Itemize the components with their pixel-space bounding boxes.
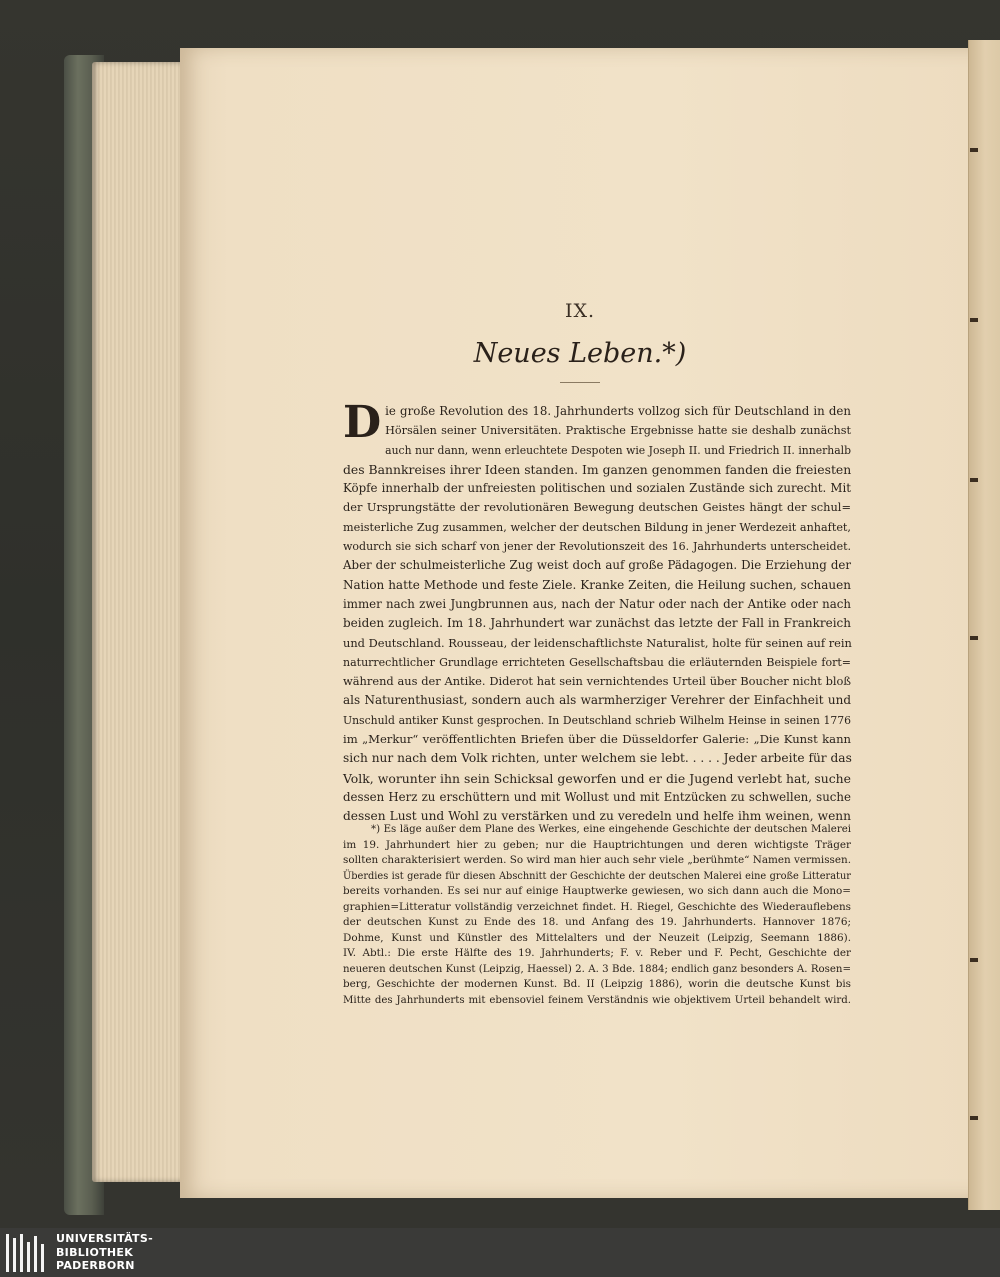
footnote-line: IV. Abtl.: Die erste Hälfte des 19. Jahrhunderts; F. v. Reber und F. Pecht, Geschichte der [343, 947, 851, 959]
body-line: dessen Lust und Wohl zu verstärken und zu veredeln und helfe ihm weinen, wenn [343, 809, 851, 824]
footnote-line: im 19. Jahrhundert hier zu geben; nur die Hauptrichtungen und deren wichtigste Träger [343, 838, 851, 851]
body-line: immer nach zwei Jungbrunnen aus, nach der Natur oder nach der Antike oder nach [343, 596, 851, 611]
binding-clip [970, 636, 978, 640]
body-line: Aber der schulmeisterliche Zug weist doch auf große Pädagogen. Die Erziehung der [343, 558, 851, 573]
binding-clip [970, 478, 978, 482]
footnote-line: der deutschen Kunst zu Ende des 18. und Anfang des 19. Jahrhunderts. Hannover 1876; [343, 916, 851, 928]
chapter-title: Neues Leben.*) [473, 338, 687, 369]
library-name-line: PADERBORN [56, 1259, 135, 1272]
body-line: wodurch sie sich scharf von jener der Revolutionszeit des 16. Jahrhunderts unterscheidet. [343, 540, 851, 554]
body-line: auch nur dann, wenn erleuchtete Despoten wie Joseph II. und Friedrich II. innerhalb [385, 443, 851, 457]
title-rule [560, 382, 600, 383]
body-line: Nation hatte Methode und feste Ziele. Kranke Zeiten, die Heilung suchen, schauen [343, 577, 851, 592]
footnote-line: graphien=Litteratur vollständig verzeichnet findet. H. Riegel, Geschichte des Wiederauflebens [343, 900, 851, 913]
footnote-line: sollten charakterisiert werden. So wird man hier auch sehr viele „berühmte“ Namen vermissen. [343, 854, 851, 866]
body-line: meisterliche Zug zusammen, welcher der deutschen Bildung in jener Werdezeit anhaftet, [343, 520, 851, 534]
footnote [343, 822, 851, 1008]
body-line: Unschuld antiker Kunst gesprochen. In Deutschland schrieb Wilhelm Heinse in seinen 1776 [343, 713, 851, 727]
footnote-line: berg, Geschichte der modernen Kunst. Bd. II (Leipzig 1886), worin die deutsche Kunst bis [343, 978, 851, 990]
body-line: naturrechtlicher Grundlage errichteten Gesellschaftsbau die erläuternden Beispiele fort= [343, 655, 851, 669]
body-line: der Ursprungstätte der revolutionären Bewegung deutschen Geistes hängt der schul= [343, 500, 851, 515]
footnote-line: *) Es läge außer dem Plane des Werkes, eine eingehende Geschichte der deutschen Malerei [371, 824, 851, 835]
body-line: des Bannkreises ihrer Ideen standen. Im ganzen genommen fanden die freiesten [343, 461, 852, 477]
page-edges [92, 62, 187, 1182]
drop-cap: D [343, 397, 382, 448]
binding-clip [970, 958, 978, 962]
footnote-line: neueren deutschen Kunst (Leipzig, Haessel) 2. A. 3 Bde. 1884; endlich ganz besonders A. Rosen= [343, 963, 851, 975]
body-line: während aus der Antike. Diderot hat sein vernichtendes Urteil über Boucher nicht bloß [343, 674, 851, 689]
binding-clip [970, 1116, 978, 1120]
body-line: im „Merkur“ veröffentlichten Briefen über die Düsseldorfer Galerie: „Die Kunst kann [343, 732, 851, 747]
footnote-line: bereits vorhanden. Es sei nur auf einige Hauptwerke gewiesen, wo sich dann auch die Mono= [343, 885, 851, 897]
body-line: Hörsälen seiner Universitäten. Praktische Ergebnisse hatte sie deshalb zunächst [385, 424, 851, 438]
body-line: ie große Revolution des 18. Jahrhunderts vollzog sich für Deutschland in den [385, 404, 851, 418]
library-footer [0, 1228, 1000, 1277]
library-name [56, 1232, 153, 1273]
footnote-line: Überdies ist gerade für diesen Abschnitt der Geschichte der deutschen Malerei eine große Litteratur [343, 870, 851, 882]
binding-clip [970, 148, 978, 152]
body-line: Volk, worunter ihn sein Schicksal geworfen und er die Jugend verlebt hat, suche [343, 770, 851, 786]
library-name-line: BIBLIOTHEK [56, 1245, 134, 1259]
library-name-line: UNIVERSITÄTS- [56, 1232, 153, 1245]
body-line: dessen Herz zu erschüttern und mit Wollust und mit Entzücken zu schwellen, suche [343, 789, 851, 804]
body-line: beiden zugleich. Im 18. Jahrhundert war zunächst das letzte der Fall in Frankreich [343, 616, 851, 631]
library-logo-icon [6, 1234, 48, 1272]
body-line: Köpfe innerhalb der unfreiesten politischen und sozialen Zustände sich zurecht. Mit [343, 481, 851, 496]
body-line: als Naturenthusiast, sondern auch als warmherziger Verehrer der Einfachheit und [343, 693, 851, 708]
footnote-line: Dohme, Kunst und Künstler des Mittelalters und der Neuzeit (Leipzig, Seemann 1886). [343, 931, 851, 944]
body-line: und Deutschland. Rousseau, der leidenschaftlichste Naturalist, holte für seinen auf rein [343, 635, 852, 650]
footnote-line: Mitte des Jahrhunderts mit ebensoviel feinem Verständnis wie objektivem Urteil behandelt wird. [343, 994, 851, 1006]
body-text [343, 397, 852, 827]
body-line: sich nur nach dem Volk richten, unter welchem sie lebt. . . . . Jeder arbeite für das [343, 751, 852, 766]
facing-page-edge [968, 40, 1000, 1210]
chapter-number: IX. [564, 300, 596, 322]
